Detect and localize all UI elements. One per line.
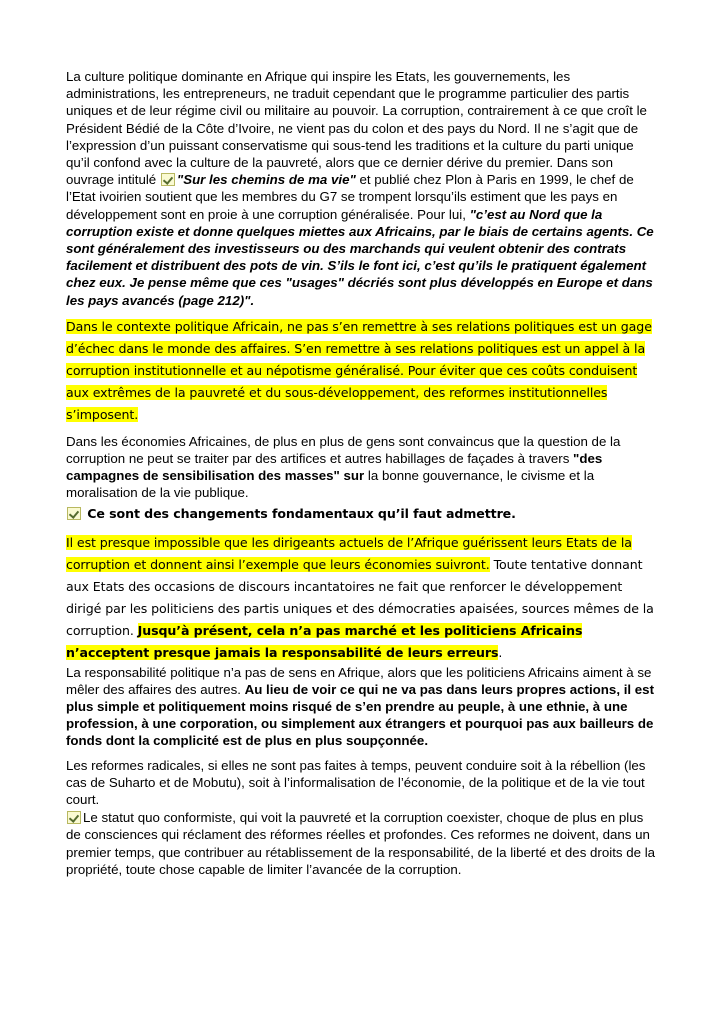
paragraph-5-text: Toute tentative donnant aux Etats des occasions de discours incantatoires ne fait que renforcer le développement dirigé par les politiciens des partis uniques et des démocraties apaisées, sources mêmes de la corruption.	[66, 556, 654, 638]
paragraph-6-bold: Au lieu de voir ce qui ne va pas dans leurs propres actions, il est plus simple et politiquement moins risqué de s’en prendre au peuple, à une ethnie, à une profession, à une corporation, ou simplement aux étrangers et pourquoi pas aux bailleurs de fonds dont la complicité est de plus en plus soupçonnée.	[66, 681, 655, 749]
paragraph-4	[66, 503, 658, 525]
note-icon[interactable]	[161, 173, 175, 186]
paragraph-1-text-cont: et publié chez Plon à Paris en 1999, le chef de l’Etat ivoirien soutient que les membres du G7 se trompent lorsqu’ils estiment que les pays en développement sont en proie à une corruption généralisée. Pour lui,	[66, 172, 634, 222]
paragraph-7-text: Les reformes radicales, si elles ne sont pas faites à temps, peuvent conduire soit à la rébellion (les cas de Suharto et de Mobutu), soit à l’informalisation de l’économie, de la politique et de la vie tout court.	[66, 757, 646, 808]
paragraph-3	[66, 433, 658, 502]
paragraph-2	[66, 316, 658, 426]
paragraph-5-bold-highlight: Jusqu’à présent, cela n’a pas marché et les politiciens Africains n’acceptent presque jamais la responsabilité de leurs erreurs	[66, 622, 583, 660]
paragraph-2-highlight: Dans le contexte politique Africain, ne pas s’en remettre à ses relations politiques est un gage d’échec dans le monde des affaires. S’en remettre à ses relations politiques est un appel à la corruption institutionnelle et au népotisme généralisé. Pour éviter que ces coûts conduisent aux extrêmes de la pauvreté et du sous-développement, des reformes institutionnelles s’imposent.	[66, 318, 652, 422]
paragraph-3-text-end: la bonne gouvernance, le civisme et la moralisation de la vie publique.	[66, 468, 595, 501]
paragraph-3-bold: "des campagnes de sensibilisation des masses" sur	[66, 451, 603, 484]
note-icon[interactable]	[67, 507, 81, 520]
bedie-quote: "c’est au Nord que la corruption existe et donne quelques miettes aux Africains, par le biais de certains agents. Ce sont généralement des investisseurs ou des marchands qui veulent obtenir des contrats facilement et distribuent des pots de vin. S’ils le font ici, c’est qu’ils le pratiquent également chez eux. Je pense même que ces "usages" décriés sont plus développés en Europe et dans les pays avancés (page 212)".	[66, 206, 654, 308]
paragraph-8-text: Le statut quo conformiste, qui voit la pauvreté et la corruption coexister, choque de plus en plus de consciences qui réclament des réformes réelles et profondes. Ces reformes ne doivent, dans un premier temps, que contribuer au rétablissement de la responsabilité, de la liberté et des droits de la propriété, toute chose capable de limiter l’avancée de la corruption.	[66, 810, 656, 877]
paragraph-4-bold: Ce sont des changements fondamentaux qu’il faut admettre.	[83, 505, 516, 521]
paragraph-6	[66, 664, 658, 750]
paragraph-1	[66, 68, 658, 309]
paragraph-5-highlight: Il est presque impossible que les dirigeants actuels de l’Afrique guérissent leurs Etats de la corruption et donnent ainsi l’exemple que leurs économies suivront.	[66, 534, 632, 572]
paragraph-6-text: La responsabilité politique n’a pas de sens en Afrique, alors que les politiciens Africains aiment à se mêler des affaires des autres.	[66, 664, 652, 697]
note-icon[interactable]	[67, 811, 81, 824]
document-page	[66, 68, 658, 878]
book-title: "Sur les chemins de ma vie"	[176, 172, 356, 188]
paragraph-5	[66, 532, 658, 664]
paragraph-8	[66, 809, 658, 878]
paragraph-7	[66, 757, 658, 809]
paragraph-3-text: Dans les économies Africaines, de plus en plus de gens sont convaincus que la question de la corruption ne peut se traiter par des artifices et autres habillages de façades à travers	[66, 433, 621, 467]
paragraph-1-text: La culture politique dominante en Afrique qui inspire les Etats, les gouvernements, les administrations, les entrepreneurs, ne traduit cependant que le programme particulier des partis uniques et de leur régime civil ou militaire au pouvoir. La corruption, contrairement à ce que croît le Président Bédié de la Côte d’Ivoire, ne vient pas du colon et des pays du Nord. Il ne s’agit que de l’expression d’un puissant conservatisme qui sous-tend les traditions et la culture du parti unique qu’il confond avec la culture de la pauvreté, alors que ce dernier dérive du premier. Dans son ouvrage intitulé	[66, 69, 647, 188]
paragraph-5-end: .	[498, 644, 503, 660]
